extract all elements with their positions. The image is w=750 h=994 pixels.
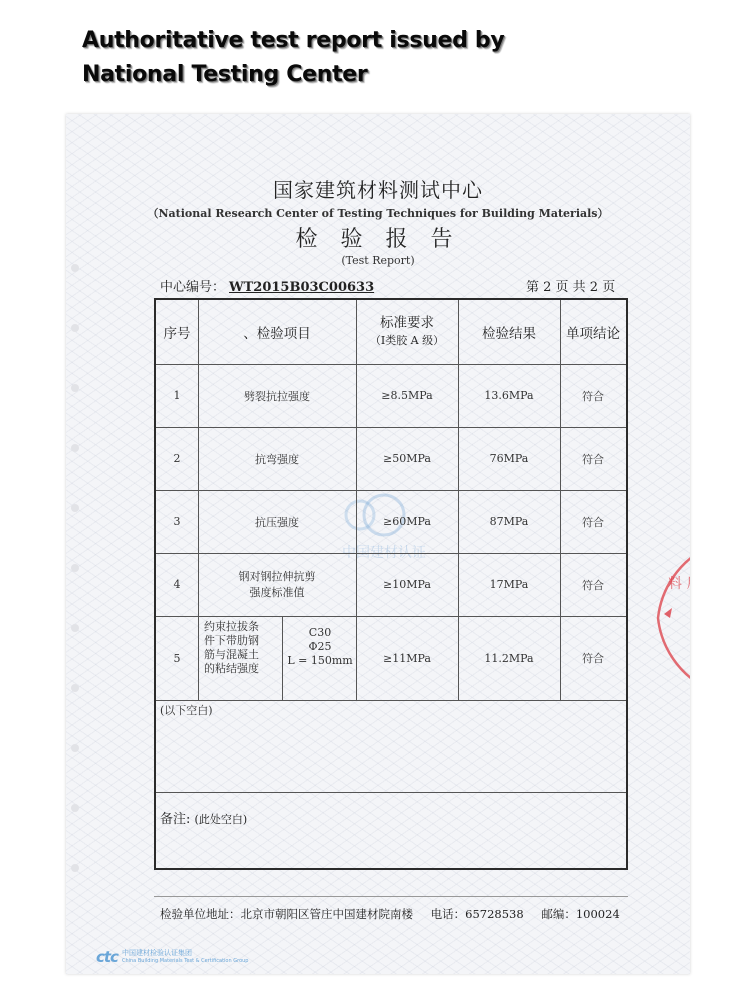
row-seq: 5: [173, 651, 181, 665]
row-item-line: 约束拉拔条: [204, 620, 259, 633]
center-title-cn: 国家建筑材料测试中心: [273, 178, 483, 202]
row-sub-line: Φ25: [308, 640, 332, 653]
row-conclusion: 符合: [582, 652, 604, 665]
stamp-text: 料 用: [668, 576, 701, 592]
row-result: 11.2MPa: [484, 651, 534, 665]
results-table: [154, 298, 628, 870]
row-conclusion: 符合: [582, 515, 604, 529]
header-conclusion: 单项结论: [566, 326, 620, 342]
header-standard: [356, 300, 458, 364]
row-seq: 2: [173, 452, 181, 465]
header-item: 、检验项目: [243, 326, 311, 342]
center-title-en: （National Research Center of Testing Techniques for Building Materials）: [147, 207, 609, 220]
row-standard: ≥60MPa: [383, 515, 431, 528]
row-seq: 1: [173, 389, 181, 402]
row-item-line: 件下带肋钢: [204, 634, 259, 647]
banner-line-2: National Testing Center: [82, 62, 368, 87]
footer-info: [160, 906, 634, 922]
row-result: 13.6MPa: [484, 389, 534, 402]
row-item-line: 筋与混凝土: [204, 648, 259, 661]
ctc-logo: [96, 948, 248, 966]
row-standard: ≥11MPa: [383, 651, 431, 665]
ctc-logo-text: [122, 949, 249, 965]
header-standard-line2: （Ⅰ类胶 A 级）: [369, 334, 445, 347]
row-result: 87MPa: [489, 515, 529, 528]
promo-banner: [82, 24, 602, 92]
row-item: 劈裂抗拉强度: [244, 389, 310, 403]
row-item-multiline: [204, 620, 280, 676]
row-standard: ≥50MPa: [383, 452, 431, 465]
remark-label: 备注:: [160, 812, 191, 827]
row-standard: ≥10MPa: [383, 578, 431, 591]
row-item: [198, 553, 356, 616]
center-number: [160, 276, 374, 295]
banner-line-1: Authoritative test report issued by: [82, 28, 505, 53]
footer-phone: 电话：65728538: [430, 907, 524, 921]
header-standard-line1: 标准要求: [380, 315, 434, 331]
row-standard: ≥8.5MPa: [381, 389, 433, 402]
red-seal-stamp: [648, 548, 701, 688]
row-item: 抗压强度: [255, 515, 299, 529]
row-item: 抗弯强度: [255, 452, 299, 466]
footer-divider: [154, 896, 628, 897]
row-seq: 3: [173, 515, 181, 528]
remark-divider: [156, 792, 626, 793]
row-conclusion: 符合: [582, 452, 604, 466]
row-sub-line: L = 150mm: [287, 654, 353, 667]
row-conclusion: 符合: [582, 578, 604, 592]
report-title-en: (Test Report): [341, 254, 415, 267]
footer-postcode: 邮编：100024: [541, 907, 620, 921]
row-item-line1: 钢对钢拉伸抗剪: [238, 569, 316, 583]
row-sub-line: C30: [308, 626, 332, 639]
report-page: [66, 114, 701, 974]
footer-address: 检验单位地址：北京市朝阳区管庄中国建材院南楼: [160, 907, 413, 921]
header-result: 检验结果: [482, 326, 536, 342]
row-conclusion: 符合: [582, 389, 604, 403]
row-result: 17MPa: [489, 578, 529, 591]
remark: [160, 808, 247, 827]
row-sub-spec: [284, 626, 356, 668]
ctc-logo-mark: ctc: [96, 948, 118, 966]
logo-name-en: China Building Materials Test & Certification Group: [121, 958, 249, 964]
page-info: 第 2 页 共 2 页: [526, 280, 616, 295]
row-item-line: 的粘结强度: [204, 662, 259, 675]
center-number-label: 中心编号：: [160, 280, 226, 295]
watermark-text: 中国建材认证: [342, 545, 426, 561]
header-seq: 序号: [163, 326, 191, 342]
row-result: 76MPa: [489, 452, 529, 465]
center-number-value: WT2015B03C00633: [229, 280, 375, 295]
row-seq: 4: [173, 578, 181, 591]
remark-value: (此处空白): [194, 813, 248, 826]
logo-name-cn: 中国建材检验认证集团: [121, 949, 192, 957]
row-item-line2: 强度标准值: [249, 585, 305, 599]
report-title-cn: 检 验 报 告: [295, 227, 461, 252]
blank-note: (以下空白): [160, 704, 213, 717]
